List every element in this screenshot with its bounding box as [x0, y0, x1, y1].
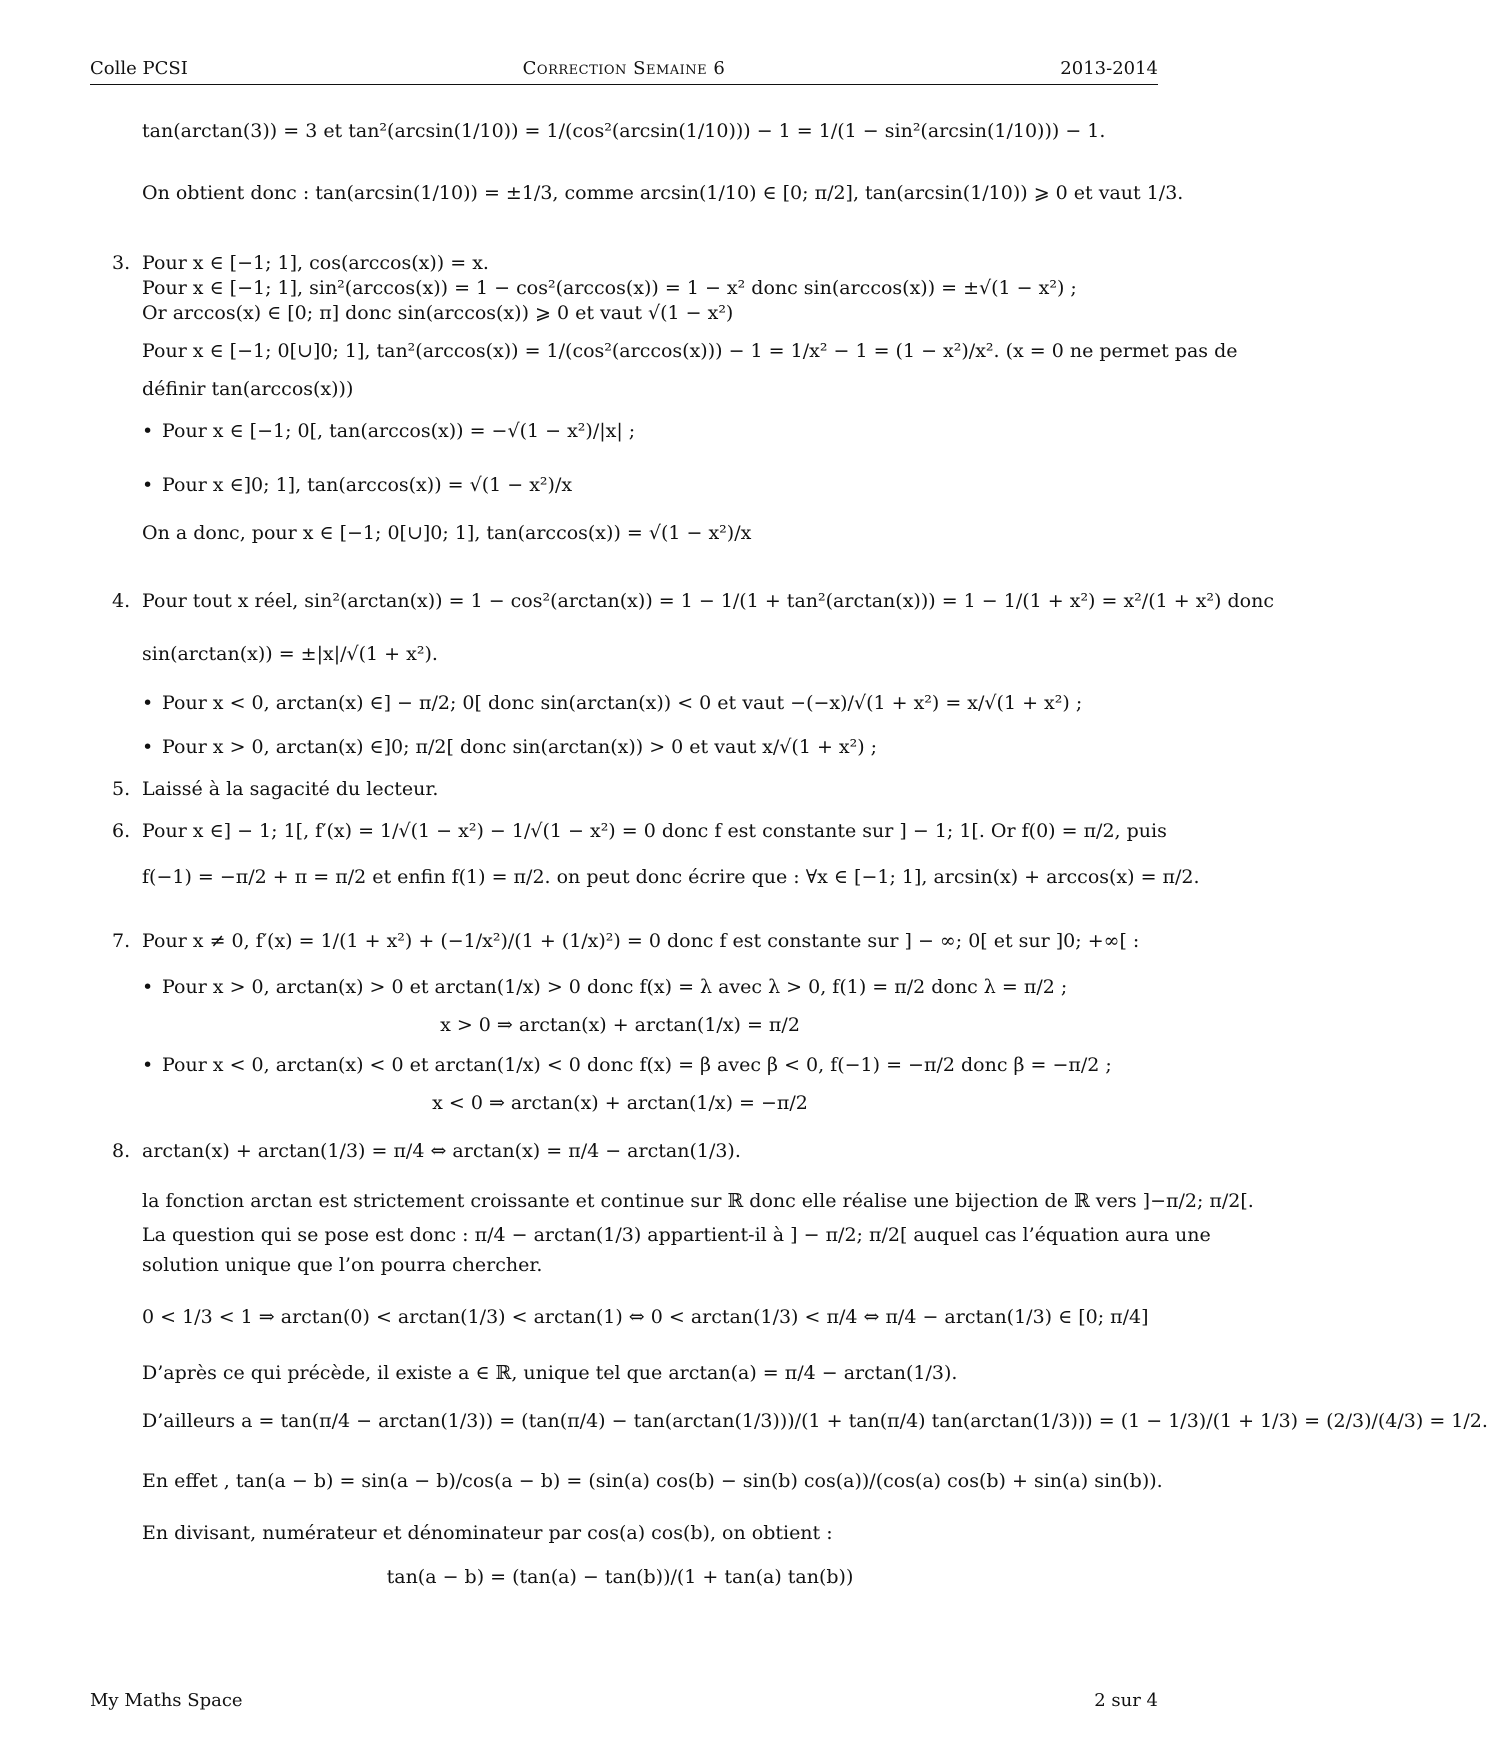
page-number: 2 sur 4 [1094, 1690, 1158, 1711]
page-header [90, 58, 1158, 86]
item-number: 7. [112, 930, 131, 952]
centered-equation: x < 0 ⇒ arctan(x) + arctan(1/x) = −π/2 [432, 1092, 808, 1114]
line: Pour x ∈ [−1; 1], cos(arccos(x)) = x. [142, 252, 489, 274]
item-number: 5. [112, 778, 131, 800]
header-rule [90, 84, 1158, 85]
item-number: 3. [112, 252, 131, 274]
bullet-icon: • [142, 976, 154, 998]
line: Pour x ∈ [−1; 0[∪]0; 1], tan²(arccos(x)) = 1/(cos²(arccos(x))) − 1 = 1/x² − 1 = (1 − x²)/x². (x = 0 ne permet pas de [142, 340, 1238, 362]
line: définir tan(arccos(x))) [142, 378, 354, 400]
bullet-line: Pour x > 0, arctan(x) ∈]0; π/2[ donc sin(arctan(x)) > 0 et vaut x/√(1 + x²) ; [162, 736, 878, 758]
line: Pour tout x réel, sin²(arctan(x)) = 1 − cos²(arctan(x)) = 1 − 1/(1 + tan²(arctan(x))) = 1 − 1/(1 + x²) = x²/(1 + x²) donc [142, 590, 1274, 612]
centered-equation: tan(a − b) = (tan(a) − tan(b))/(1 + tan(a) tan(b)) [386, 1566, 854, 1588]
line: tan(arctan(3)) = 3 et tan²(arcsin(1/10)) = 1/(cos²(arcsin(1/10))) − 1 = 1/(1 − sin²(arcsin(1/10))) − 1. [142, 120, 1106, 142]
item-number: 4. [112, 590, 131, 612]
bullet-icon: • [142, 692, 154, 714]
bullet-line: Pour x ∈ [−1; 0[, tan(arccos(x)) = −√(1 − x²)/|x| ; [162, 420, 636, 442]
line: arctan(x) + arctan(1/3) = π/4 ⇔ arctan(x) = π/4 − arctan(1/3). [142, 1140, 741, 1162]
bullet-line: Pour x < 0, arctan(x) ∈] − π/2; 0[ donc sin(arctan(x)) < 0 et vaut −(−x)/√(1 + x²) = x/√(1 + x²) ; [162, 692, 1083, 714]
line: On a donc, pour x ∈ [−1; 0[∪]0; 1], tan(arccos(x)) = √(1 − x²)/x [142, 522, 752, 544]
line: Or arccos(x) ∈ [0; π] donc sin(arccos(x)) ⩾ 0 et vaut √(1 − x²) [142, 302, 734, 324]
bullet-icon: • [142, 420, 154, 442]
bullet-icon: • [142, 1054, 154, 1076]
item-number: 6. [112, 820, 131, 842]
bullet-icon: • [142, 474, 154, 496]
line: sin(arctan(x)) = ±|x|/√(1 + x²). [142, 643, 438, 665]
bullet-line: Pour x < 0, arctan(x) < 0 et arctan(1/x) < 0 donc f(x) = β avec β < 0, f(−1) = −π/2 donc β = −π/2 ; [162, 1054, 1112, 1076]
bullet-line: Pour x ∈]0; 1], tan(arccos(x)) = √(1 − x²)/x [162, 474, 573, 496]
header-title: Correction Semaine 6 [522, 58, 726, 79]
line: Laissé à la sagacité du lecteur. [142, 778, 439, 800]
line: On obtient donc : tan(arcsin(1/10)) = ±1/3, comme arcsin(1/10) ∈ [0; π/2], tan(arcsin(1/10)) ⩾ 0 et vaut 1/3. [142, 182, 1184, 204]
header-left: Colle PCSI [90, 58, 188, 79]
line: 0 < 1/3 < 1 ⇒ arctan(0) < arctan(1/3) < arctan(1) ⇔ 0 < arctan(1/3) < π/4 ⇔ π/4 − arctan(1/3) ∈ [0; π/4] [142, 1306, 1149, 1328]
line: Pour x ≠ 0, f′(x) = 1/(1 + x²) + (−1/x²)/(1 + (1/x)²) = 0 donc f est constante sur ] − ∞; 0[ et sur ]0; +∞[ : [142, 930, 1140, 952]
line: Pour x ∈ [−1; 1], sin²(arccos(x)) = 1 − cos²(arccos(x)) = 1 − x² donc sin(arccos(x)) = ±√(1 − x²) ; [142, 277, 1077, 299]
centered-equation: x > 0 ⇒ arctan(x) + arctan(1/x) = π/2 [440, 1014, 800, 1036]
line: solution unique que l’on pourra chercher. [142, 1254, 543, 1276]
line: D’ailleurs a = tan(π/4 − arctan(1/3)) = (tan(π/4) − tan(arctan(1/3)))/(1 + tan(π/4) tan(arctan(1/3))) = (1 − 1/3)/(1 + 1/3) = (2/3)/(4/3) = 1/2. [142, 1410, 1488, 1432]
header-right: 2013-2014 [1060, 58, 1158, 79]
line: D’après ce qui précède, il existe a ∈ ℝ, unique tel que arctan(a) = π/4 − arctan(1/3). [142, 1362, 958, 1384]
line: Pour x ∈] − 1; 1[, f′(x) = 1/√(1 − x²) − 1/√(1 − x²) = 0 donc f est constante sur ] − 1; 1[. Or f(0) = π/2, puis [142, 820, 1167, 842]
line: f(−1) = −π/2 + π = π/2 et enfin f(1) = π/2. on peut donc écrire que : ∀x ∈ [−1; 1], arcsin(x) + arccos(x) = π/2. [142, 866, 1200, 888]
line: En effet , tan(a − b) = sin(a − b)/cos(a − b) = (sin(a) cos(b) − sin(b) cos(a))/(cos(a) cos(b) + sin(a) sin(b)). [142, 1470, 1163, 1492]
item-number: 8. [112, 1140, 131, 1162]
line: La question qui se pose est donc : π/4 − arctan(1/3) appartient-il à ] − π/2; π/2[ auquel cas l’équation aura une [142, 1224, 1211, 1246]
line: la fonction arctan est strictement croissante et continue sur ℝ donc elle réalise une bijection de ℝ vers ]−π/2; π/2[. [142, 1190, 1254, 1212]
bullet-line: Pour x > 0, arctan(x) > 0 et arctan(1/x) > 0 donc f(x) = λ avec λ > 0, f(1) = π/2 donc λ = π/2 ; [162, 976, 1068, 998]
footer-left: My Maths Space [90, 1690, 243, 1711]
line: En divisant, numérateur et dénominateur par cos(a) cos(b), on obtient : [142, 1522, 833, 1544]
bullet-icon: • [142, 736, 154, 758]
